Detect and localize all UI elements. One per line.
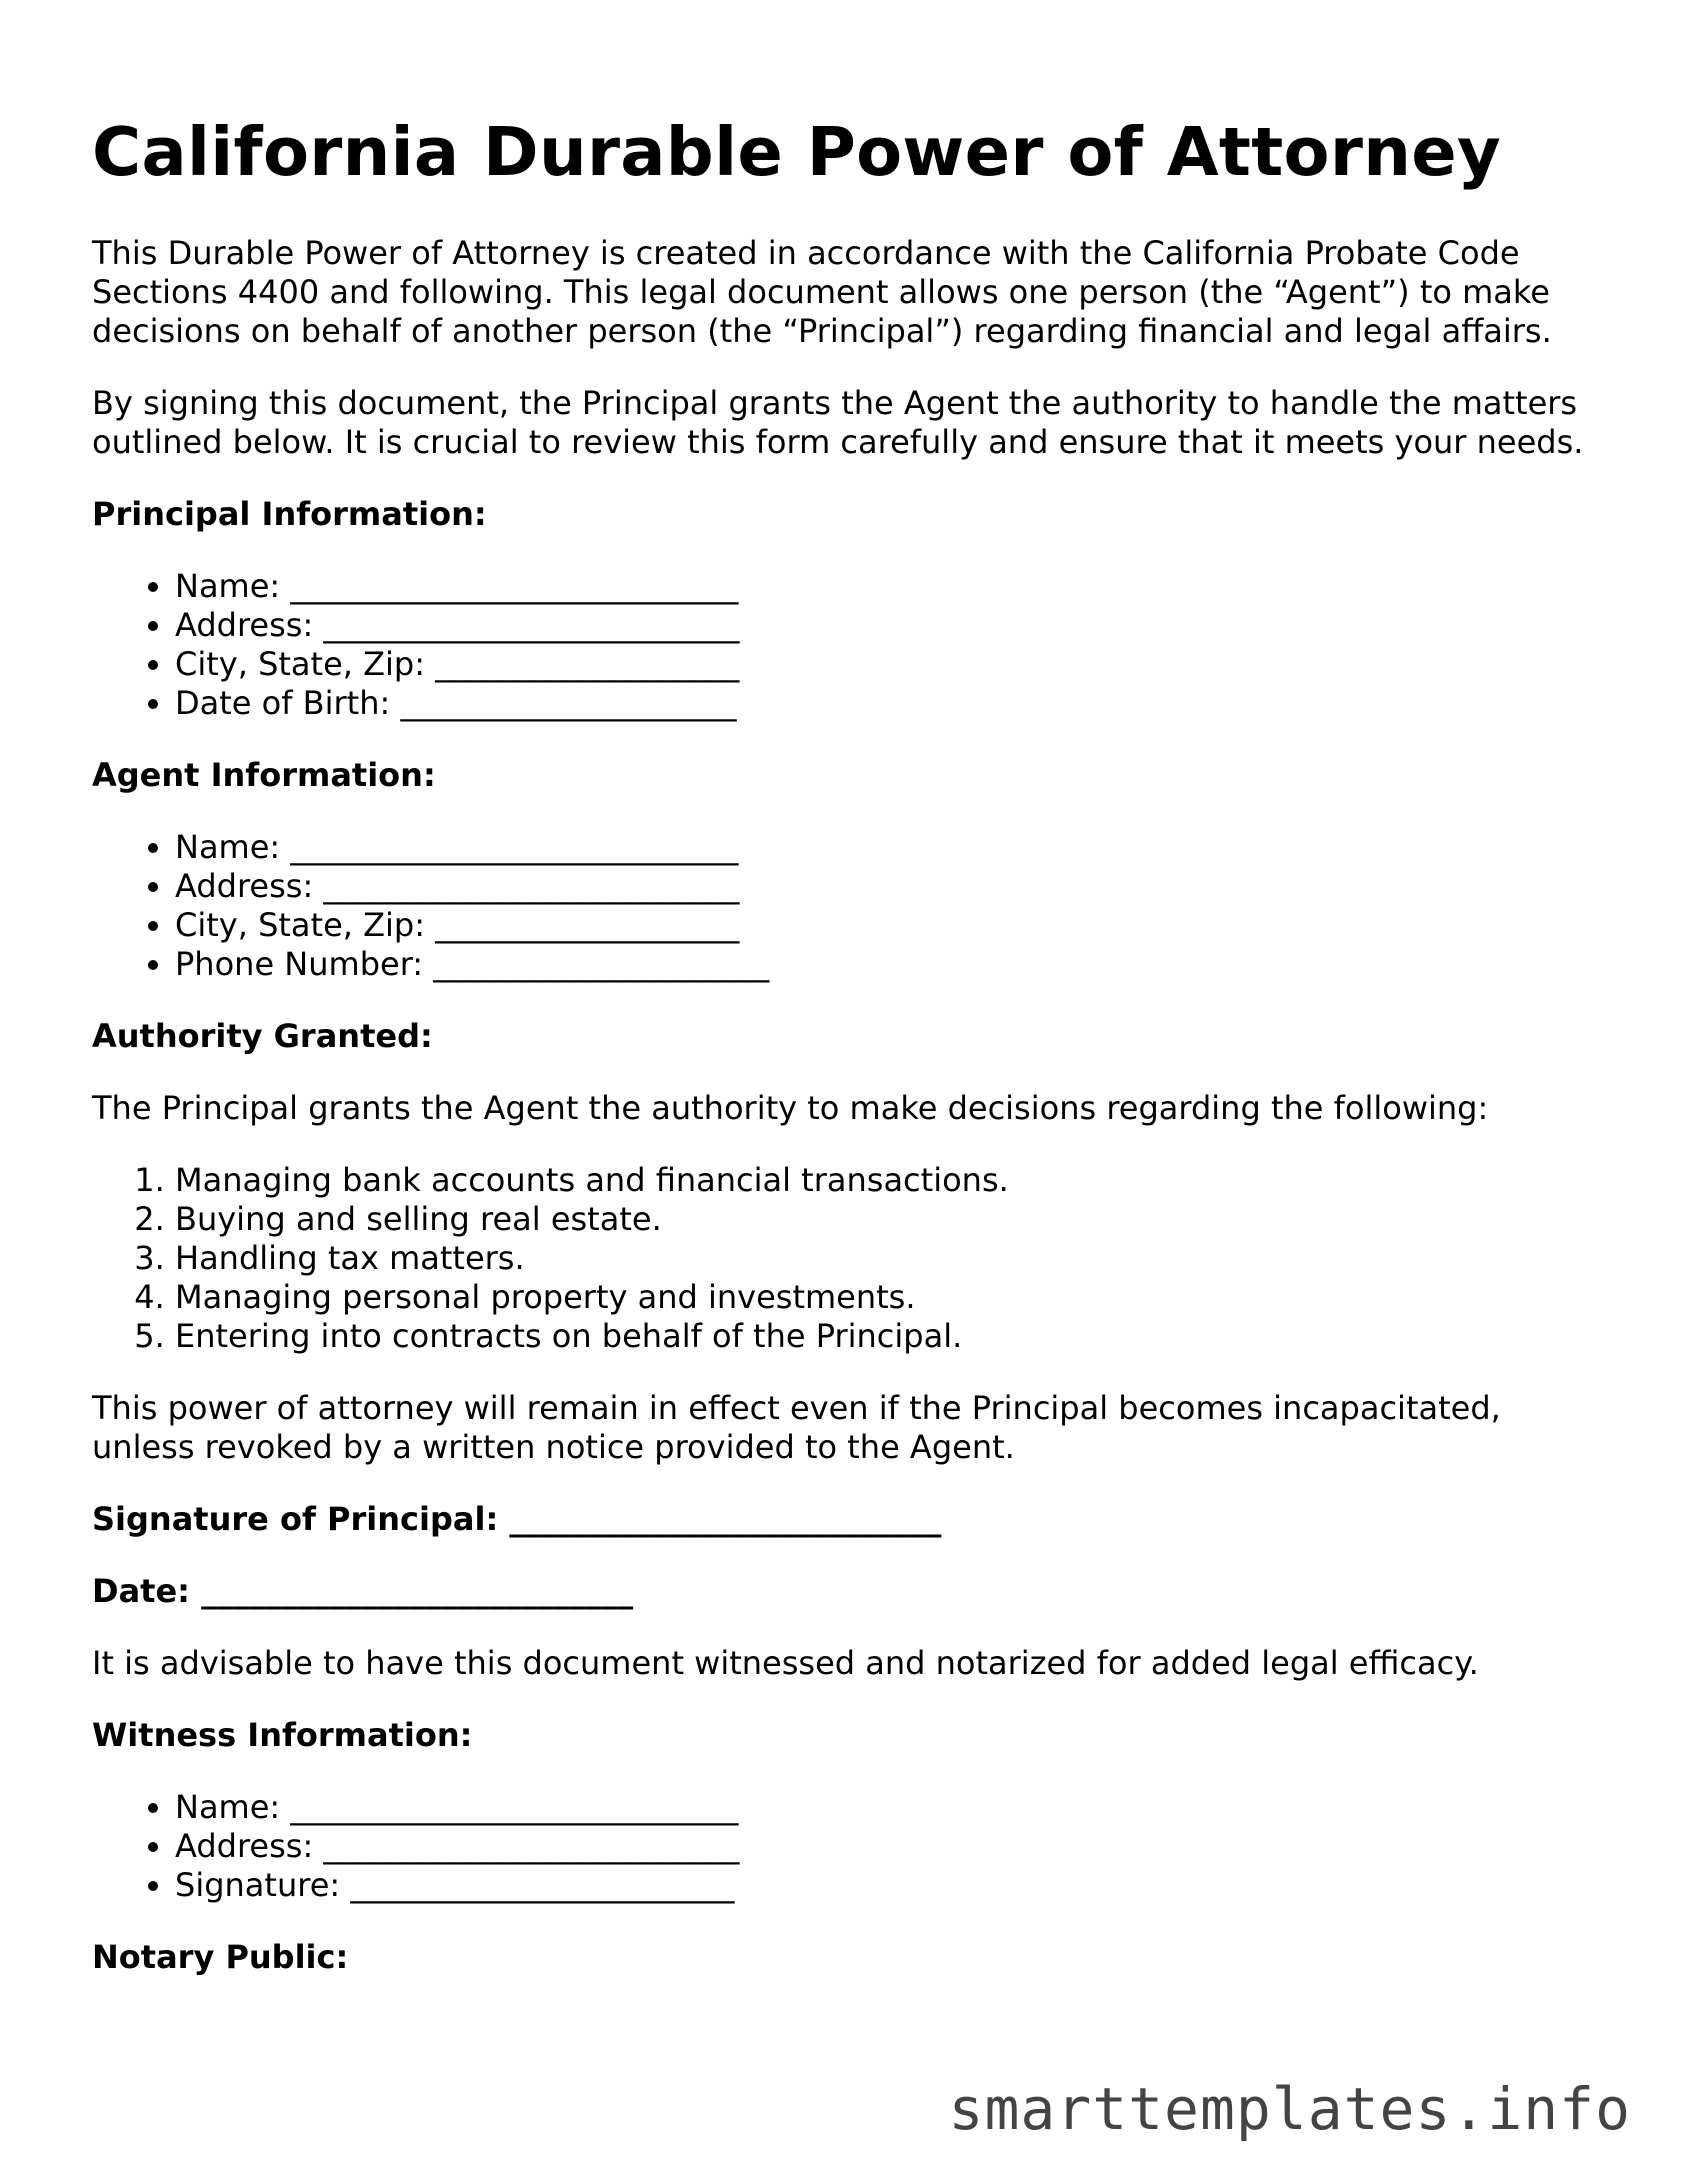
advisory-paragraph: It is advisable to have this document witnessed and notarized for added legal efficacy. [92,1644,1479,1682]
principal-city-state-zip-field: • City, State, Zip: ___________________ [175,645,1602,684]
witness-field-list [92,1788,1602,1905]
authority-item: 5. Entering into contracts on behalf of the Principal. [175,1317,1602,1356]
agent-city-state-zip-field: • City, State, Zip: ___________________ [175,906,1602,945]
witness-heading: Witness Information: [92,1716,473,1754]
authority-item: 4. Managing personal property and investments. [175,1278,1602,1317]
witness-name-field: • Name: ____________________________ [175,1788,1602,1827]
agent-name-field: • Name: ____________________________ [175,828,1602,867]
agent-heading: Agent Information: [92,756,436,794]
agent-address-field: • Address: __________________________ [175,867,1602,906]
principal-heading: Principal Information: [92,495,487,533]
durability-paragraph: This power of attorney will remain in effect even if the Principal becomes incapacitated, unless revoked by a written notice provided to the Agent. [92,1389,1501,1466]
witness-address-field: • Address: __________________________ [175,1827,1602,1866]
date-blank: ___________________________ [201,1572,634,1610]
witness-signature-field: • Signature: ________________________ [175,1866,1602,1905]
principal-signature-blank: ___________________________ [509,1500,942,1538]
date-label: Date: [92,1572,190,1610]
intro-paragraph-1: This Durable Power of Attorney is created in accordance with the California Probate Code Sections 4400 and following. This legal document allows one person (the “Agent”) to make decisions on behalf of another person (the “Principal”) regarding financial and legal affairs. [92,234,1552,350]
principal-name-field: • Name: ____________________________ [175,567,1602,606]
site-watermark: smarttemplates.info [948,2075,1631,2143]
date-line [92,1572,1602,1611]
authority-item: 2. Buying and selling real estate. [175,1200,1602,1239]
authority-list [92,1161,1602,1356]
principal-field-list [92,567,1602,723]
authority-item: 1. Managing bank accounts and financial transactions. [175,1161,1602,1200]
agent-field-list [92,828,1602,984]
agent-phone-number-field: • Phone Number: _____________________ [175,945,1602,984]
principal-date-of-birth-field: • Date of Birth: _____________________ [175,684,1602,723]
principal-signature-label: Signature of Principal: [92,1500,499,1538]
notary-heading: Notary Public: [92,1938,349,1976]
document-title: California Durable Power of Attorney [92,113,1501,191]
authority-heading: Authority Granted: [92,1017,433,1055]
intro-paragraph-2: By signing this document, the Principal grants the Agent the authority to handle the matters outlined below. It is crucial to review this form carefully and ensure that it meets your needs. [92,384,1584,461]
authority-intro: The Principal grants the Agent the authority to make decisions regarding the following: [92,1089,1489,1127]
principal-address-field: • Address: __________________________ [175,606,1602,645]
authority-item: 3. Handling tax matters. [175,1239,1602,1278]
document-page [92,112,1602,2010]
principal-signature-line [92,1500,1602,1539]
